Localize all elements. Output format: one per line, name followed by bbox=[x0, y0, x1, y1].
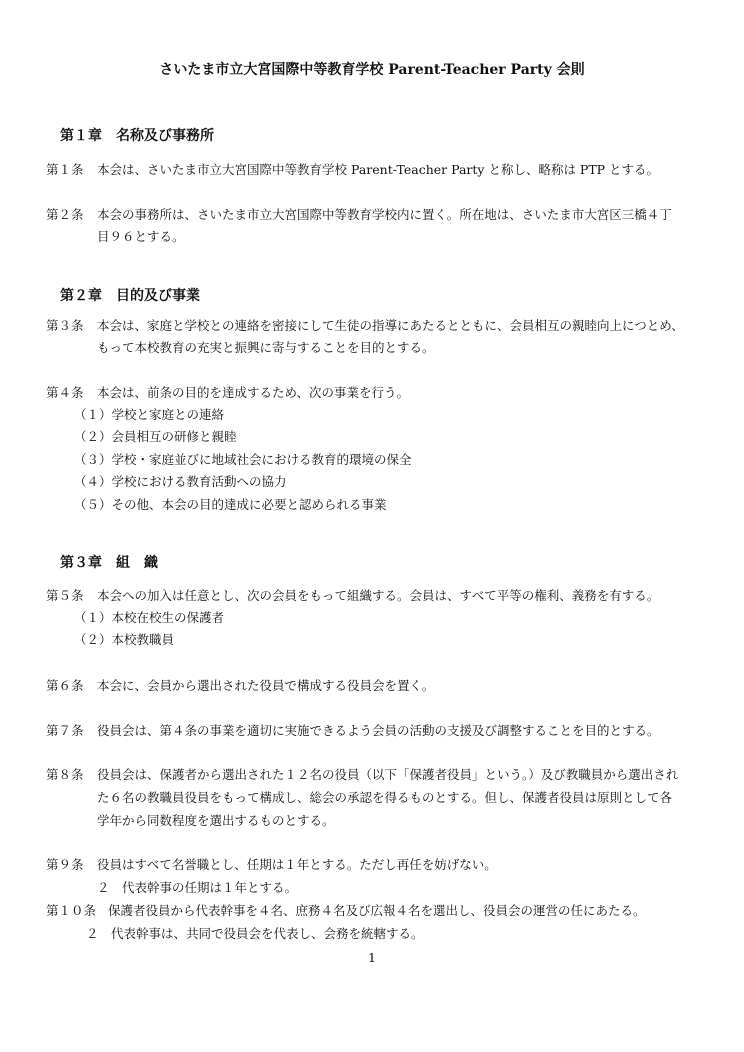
article-label: 第１条 bbox=[46, 162, 84, 177]
article-label: 第８条 bbox=[46, 767, 84, 782]
article-label: 第５条 bbox=[46, 588, 84, 603]
list-item: （３）学校・家庭並びに地域社会における教育的環境の保全 bbox=[74, 452, 412, 467]
page-number: 1 bbox=[368, 950, 376, 965]
document-title: さいたま市立大宮国際中等教育学校 Parent-Teacher Party 会則 bbox=[159, 62, 585, 78]
list-item: （２）会員相互の研修と親睦 bbox=[74, 429, 237, 444]
article-1 bbox=[46, 162, 659, 178]
article-9 bbox=[46, 857, 497, 873]
list-item: （１）本校在校生の保護者 bbox=[74, 610, 225, 625]
article-label: 第３条 bbox=[46, 318, 84, 333]
article-label: 第２条 bbox=[46, 207, 84, 222]
article-9-paragraph-2: ２ 代表幹事の任期は１年とする。 bbox=[97, 880, 298, 895]
article-label: 第７条 bbox=[46, 723, 84, 738]
article-2-continuation: 目９６とする。 bbox=[97, 229, 185, 244]
article-2 bbox=[46, 207, 672, 223]
article-10-paragraph-2: ２ 代表幹事は、共同で役員会を代表し、会務を統轄する。 bbox=[86, 926, 424, 941]
article-4 bbox=[46, 385, 409, 401]
article-text: 本会の事務所は、さいたま市立大宮国際中等教育学校内に置く。所在地は、さいたま市大宮区三橋４丁 bbox=[97, 207, 672, 222]
article-text: 本会に、会員から選出された役員で構成する役員会を置く。 bbox=[97, 678, 435, 693]
article-3 bbox=[46, 318, 684, 334]
article-label: 第４条 bbox=[46, 385, 84, 400]
article-7 bbox=[46, 723, 660, 739]
list-item: （１）学校と家庭との連絡 bbox=[74, 407, 225, 422]
article-text: 保護者役員から代表幹事を４名、庶務４名及び広報４名を選出し、役員会の運営の任にあたる。 bbox=[108, 903, 646, 918]
article-3-continuation: もって本校教育の充実と振興に寄与することを目的とする。 bbox=[97, 340, 435, 355]
article-text: 役員会は、第４条の事業を適切に実施できるよう会員の活動の支援及び調整することを目的とする。 bbox=[97, 723, 660, 738]
article-label: 第１０条 bbox=[46, 903, 97, 918]
article-text: 役員はすべて名誉職とし、任期は１年とする。ただし再任を妨げない。 bbox=[97, 857, 497, 872]
article-text: 本会は、家庭と学校との連絡を密接にして生徒の指導にあたるとともに、会員相互の親睦向上につとめ、 bbox=[97, 318, 684, 333]
article-text: 役員会は、保護者から選出された１２名の役員（以下「保護者役員」という。）及び教職員から選出され bbox=[97, 767, 679, 782]
article-8-continuation: 学年から同数程度を選出するものとする。 bbox=[97, 813, 335, 828]
article-label: 第６条 bbox=[46, 678, 84, 693]
list-item: （５）その他、本会の目的達成に必要と認められる事業 bbox=[74, 497, 387, 512]
list-item: （４）学校における教育活動への協力 bbox=[74, 474, 287, 489]
list-item: （２）本校教職員 bbox=[74, 632, 175, 647]
article-label: 第９条 bbox=[46, 857, 84, 872]
article-10 bbox=[46, 903, 646, 919]
chapter-1-heading: 第１章 名称及び事務所 bbox=[60, 128, 214, 144]
chapter-2-heading: 第２章 目的及び事業 bbox=[60, 288, 200, 304]
article-text: 本会への加入は任意とし、次の会員をもって組織する。会員は、すべて平等の権利、義務を有する。 bbox=[97, 588, 660, 603]
article-8-continuation: た６名の教職員役員をもって構成し、総会の承認を得るものとする。但し、保護者役員は原則として各 bbox=[97, 790, 673, 805]
article-text: 本会は、前条の目的を達成するため、次の事業を行う。 bbox=[97, 385, 410, 400]
article-6 bbox=[46, 678, 434, 694]
article-5 bbox=[46, 588, 659, 604]
chapter-3-heading: 第３章 組 織 bbox=[60, 555, 158, 571]
article-8 bbox=[46, 767, 678, 783]
article-text: 本会は、さいたま市立大宮国際中等教育学校 Parent-Teacher Party と称し、略称は PTP とする。 bbox=[97, 162, 660, 177]
